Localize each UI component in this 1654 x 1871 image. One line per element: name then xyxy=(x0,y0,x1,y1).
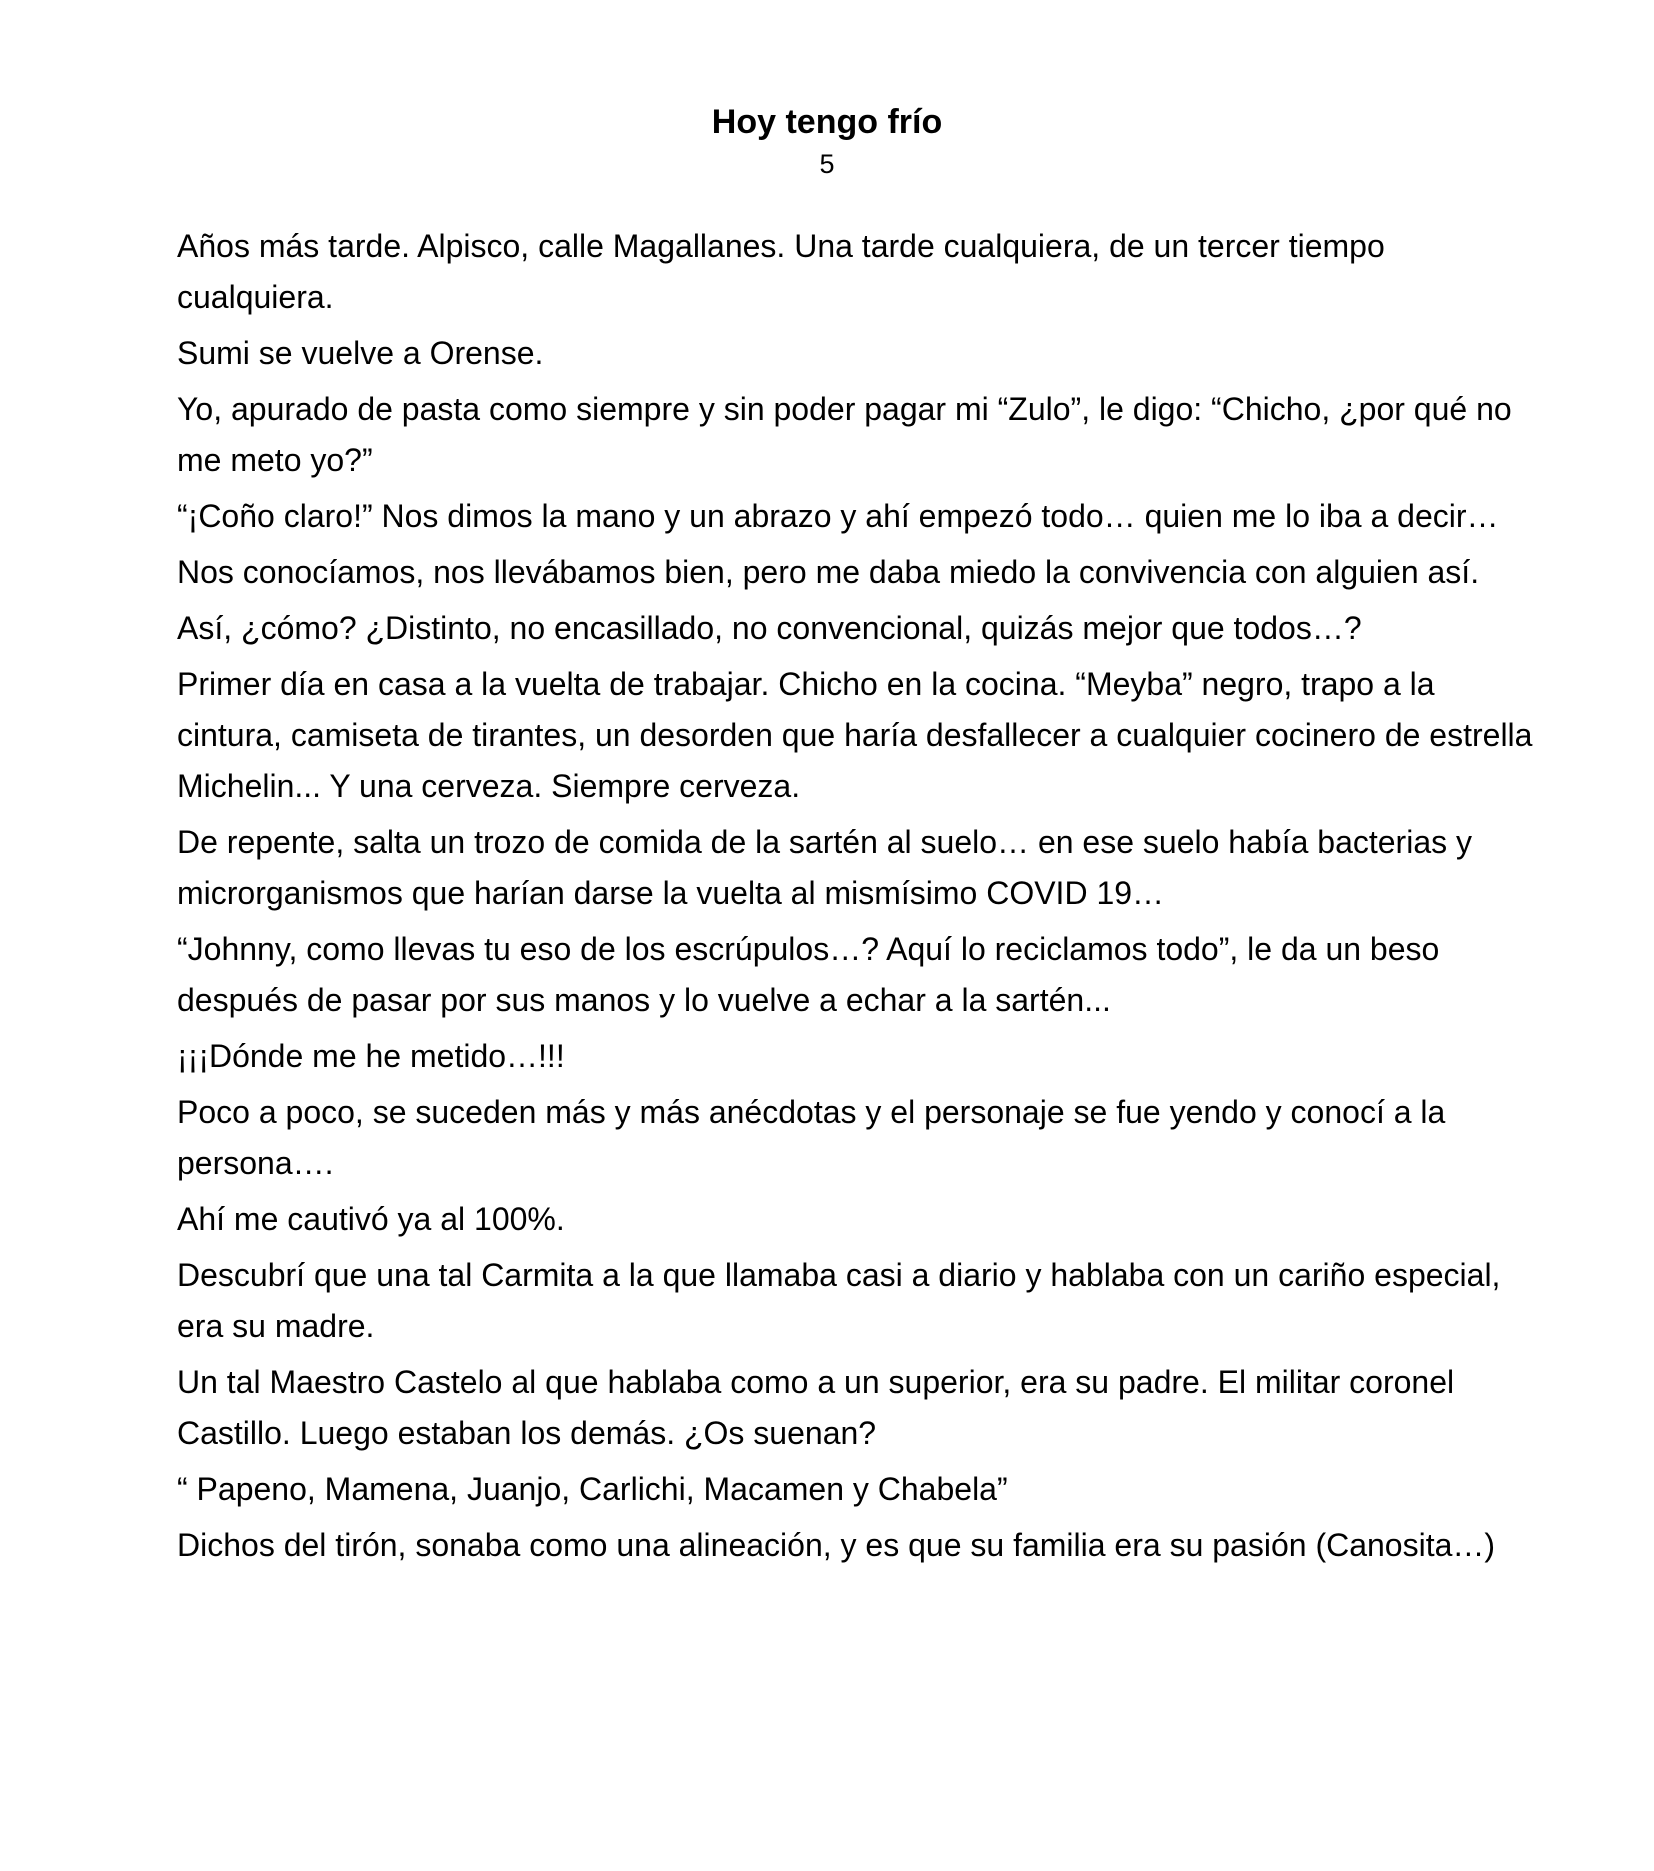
document-title: Hoy tengo frío xyxy=(711,103,943,141)
paragraph: Dichos del tirón, sonaba como una alineación, y es que su familia era su pasión (Canosita…) xyxy=(177,1527,1496,1563)
paragraph: Años más tarde. Alpisco, calle Magallanes. Una tarde cualquiera, de un tercer tiempo cualquiera. xyxy=(177,228,1385,315)
page-number: 5 xyxy=(819,149,835,179)
paragraph: Yo, apurado de pasta como siempre y sin poder pagar mi “Zulo”, le digo: “Chicho, ¿por qué no me meto yo?” xyxy=(177,391,1512,478)
body-text xyxy=(177,221,1537,1576)
paragraph: Ahí me cautivó ya al 100%. xyxy=(177,1201,565,1237)
page-header xyxy=(0,100,1654,182)
paragraph: Primer día en casa a la vuelta de trabajar. Chicho en la cocina. “Meyba” negro, trapo a la cintura, camiseta de tirantes, un desorden que haría desfallecer a cualquier cocinero de estrella Michelin... Y una cerveza. Siempre cerveza. xyxy=(177,666,1533,804)
paragraph: Nos conocíamos, nos llevábamos bien, pero me daba miedo la convivencia con alguien así. xyxy=(177,554,1480,590)
paragraph: Poco a poco, se suceden más y más anécdotas y el personaje se fue yendo y conocí a la persona…. xyxy=(177,1094,1446,1181)
paragraph: Descubrí que una tal Carmita a la que llamaba casi a diario y hablaba con un cariño especial, era su madre. xyxy=(177,1257,1501,1344)
paragraph: “¡Coño claro!” Nos dimos la mano y un abrazo y ahí empezó todo… quien me lo iba a decir… xyxy=(177,498,1499,534)
paragraph: “Johnny, como llevas tu eso de los escrúpulos…? Aquí lo reciclamos todo”, le da un beso después de pasar por sus manos y lo vuelve a echar a la sartén... xyxy=(177,931,1440,1018)
paragraph: Un tal Maestro Castelo al que hablaba como a un superior, era su padre. El militar coronel Castillo. Luego estaban los demás. ¿Os suenan? xyxy=(177,1364,1455,1451)
paragraph: ¡¡¡Dónde me he metido…!!! xyxy=(177,1038,565,1074)
paragraph: Así, ¿cómo? ¿Distinto, no encasillado, no convencional, quizás mejor que todos…? xyxy=(177,610,1362,646)
paragraph: De repente, salta un trozo de comida de la sartén al suelo… en ese suelo había bacterias y microrganismos que harían darse la vuelta al mismísimo COVID 19… xyxy=(177,824,1472,911)
paragraph: “ Papeno, Mamena, Juanjo, Carlichi, Macamen y Chabela” xyxy=(177,1471,1008,1507)
paragraph: Sumi se vuelve a Orense. xyxy=(177,335,544,371)
